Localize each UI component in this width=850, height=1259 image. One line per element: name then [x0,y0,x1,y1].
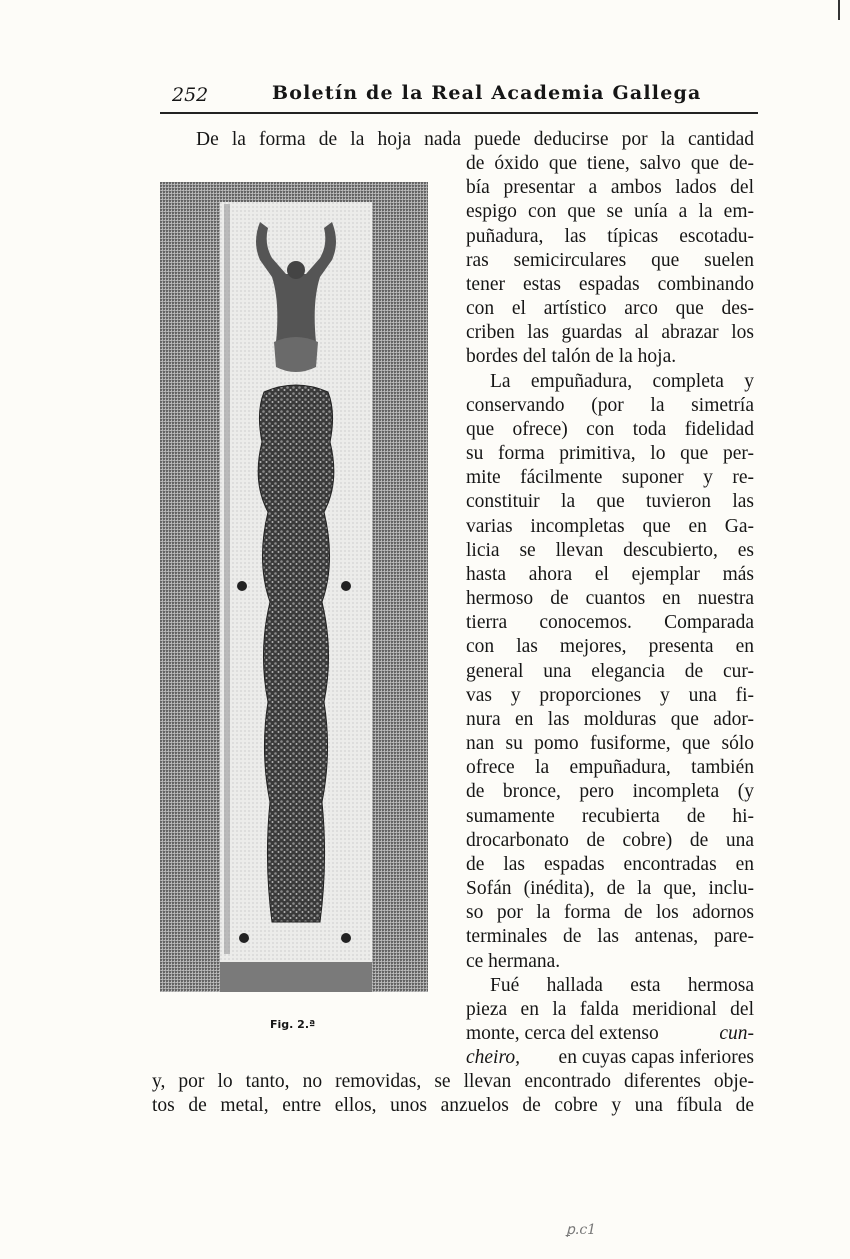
text-line: ras semicirculares que suelen [466,250,754,271]
text-line: conservando (por la simetría [466,395,754,416]
text-line: con el artístico arco que des- [466,298,754,319]
text-line: vas y proporciones y una fi- [466,685,754,706]
mounting-rivet [341,581,351,591]
text-line: tierra conocemos. Comparada [466,612,754,633]
running-title: Boletín de la Real Academia Gallega [272,82,702,104]
text-line: tener estas espadas combinando [466,274,754,295]
text-line: licia se llevan descubierto, es [466,540,754,561]
text-line: espigo con que se unía a la em- [466,201,754,222]
text-line: constituir la que tuvieron las [466,491,754,512]
text-line: bía presentar a ambos lados del [466,177,754,198]
sword-photograph [160,182,428,992]
text-line: tos de metal, entre ellos, unos anzuelos de cobre y una fíbula de [152,1095,754,1116]
text-line [466,1046,754,1070]
text-line: nura en las molduras que ador- [466,709,754,730]
text-line: de bronce, pero incompleta (y [466,781,754,802]
text-line: mite fácilmente suponer y re- [466,467,754,488]
text-line: de las espadas encontradas en [466,854,754,875]
grip-collar [274,337,318,372]
text-line: criben las guardas al abrazar los [466,322,754,343]
text-line: y, por lo tanto, no removidas, se llevan encontrado diferentes obje- [152,1071,754,1092]
page-edge-mark [838,0,840,20]
text-line: nan su pomo fusiforme, que sólo [466,733,754,754]
text-line: que ofrece) con toda fidelidad [466,419,754,440]
text-fragment: en cuyas capas inferiores [558,1047,754,1068]
text-line: general una elegancia de cur- [466,661,754,682]
text-line: sumamente recubierta de hi- [466,806,754,827]
text-line: Sofán (inédita), de la que, inclu- [466,878,754,899]
italic-word: cun- [719,1023,754,1044]
text-line: drocarbonato de cobre) de una [466,830,754,851]
text-line: hermoso de cuantos en nuestra [466,588,754,609]
text-line: so por la forma de los adornos [466,902,754,923]
corroded-blade [258,385,334,922]
text-line: Fué hallada esta hermosa [490,975,754,996]
italic-word: cheiro, [466,1047,520,1068]
text-line: puñadura, las típicas escotadu- [466,226,754,247]
text-line: ce hermana. [466,951,561,972]
board-edge-text [224,204,230,954]
text-line: pieza en la falda meridional del [466,999,754,1020]
figure-caption: Fig. 2.ª [270,1018,316,1031]
sword-illustration [160,182,428,992]
text-fragment: monte, cerca del extenso [466,1023,659,1044]
text-line: varias incompletas que en Ga- [466,516,754,537]
page-header [160,78,758,114]
text-line: de óxido que tiene, salvo que de- [466,153,754,174]
handwritten-mark: ꝑ.c1 [566,1222,597,1238]
text-line: terminales de las antenas, pare- [466,926,754,947]
mounting-rivet [239,933,249,943]
pommel-knob [287,261,305,279]
board-base [220,962,372,992]
text-line: con las mejores, presenta en [466,636,754,657]
text-line: ofrece la empuñadura, también [466,757,754,778]
page-number: 252 [172,84,209,106]
text-line: bordes del talón de la hoja. [466,346,677,367]
text-line: su forma primitiva, lo que per- [466,443,754,464]
mounting-rivet [237,581,247,591]
text-line: De la forma de la hoja nada puede deducirse por la cantidad [196,129,754,150]
mounting-rivet [341,933,351,943]
text-line: La empuñadura, completa y [490,371,754,392]
text-line [466,1022,754,1046]
text-line: hasta ahora el ejemplar más [466,564,754,585]
